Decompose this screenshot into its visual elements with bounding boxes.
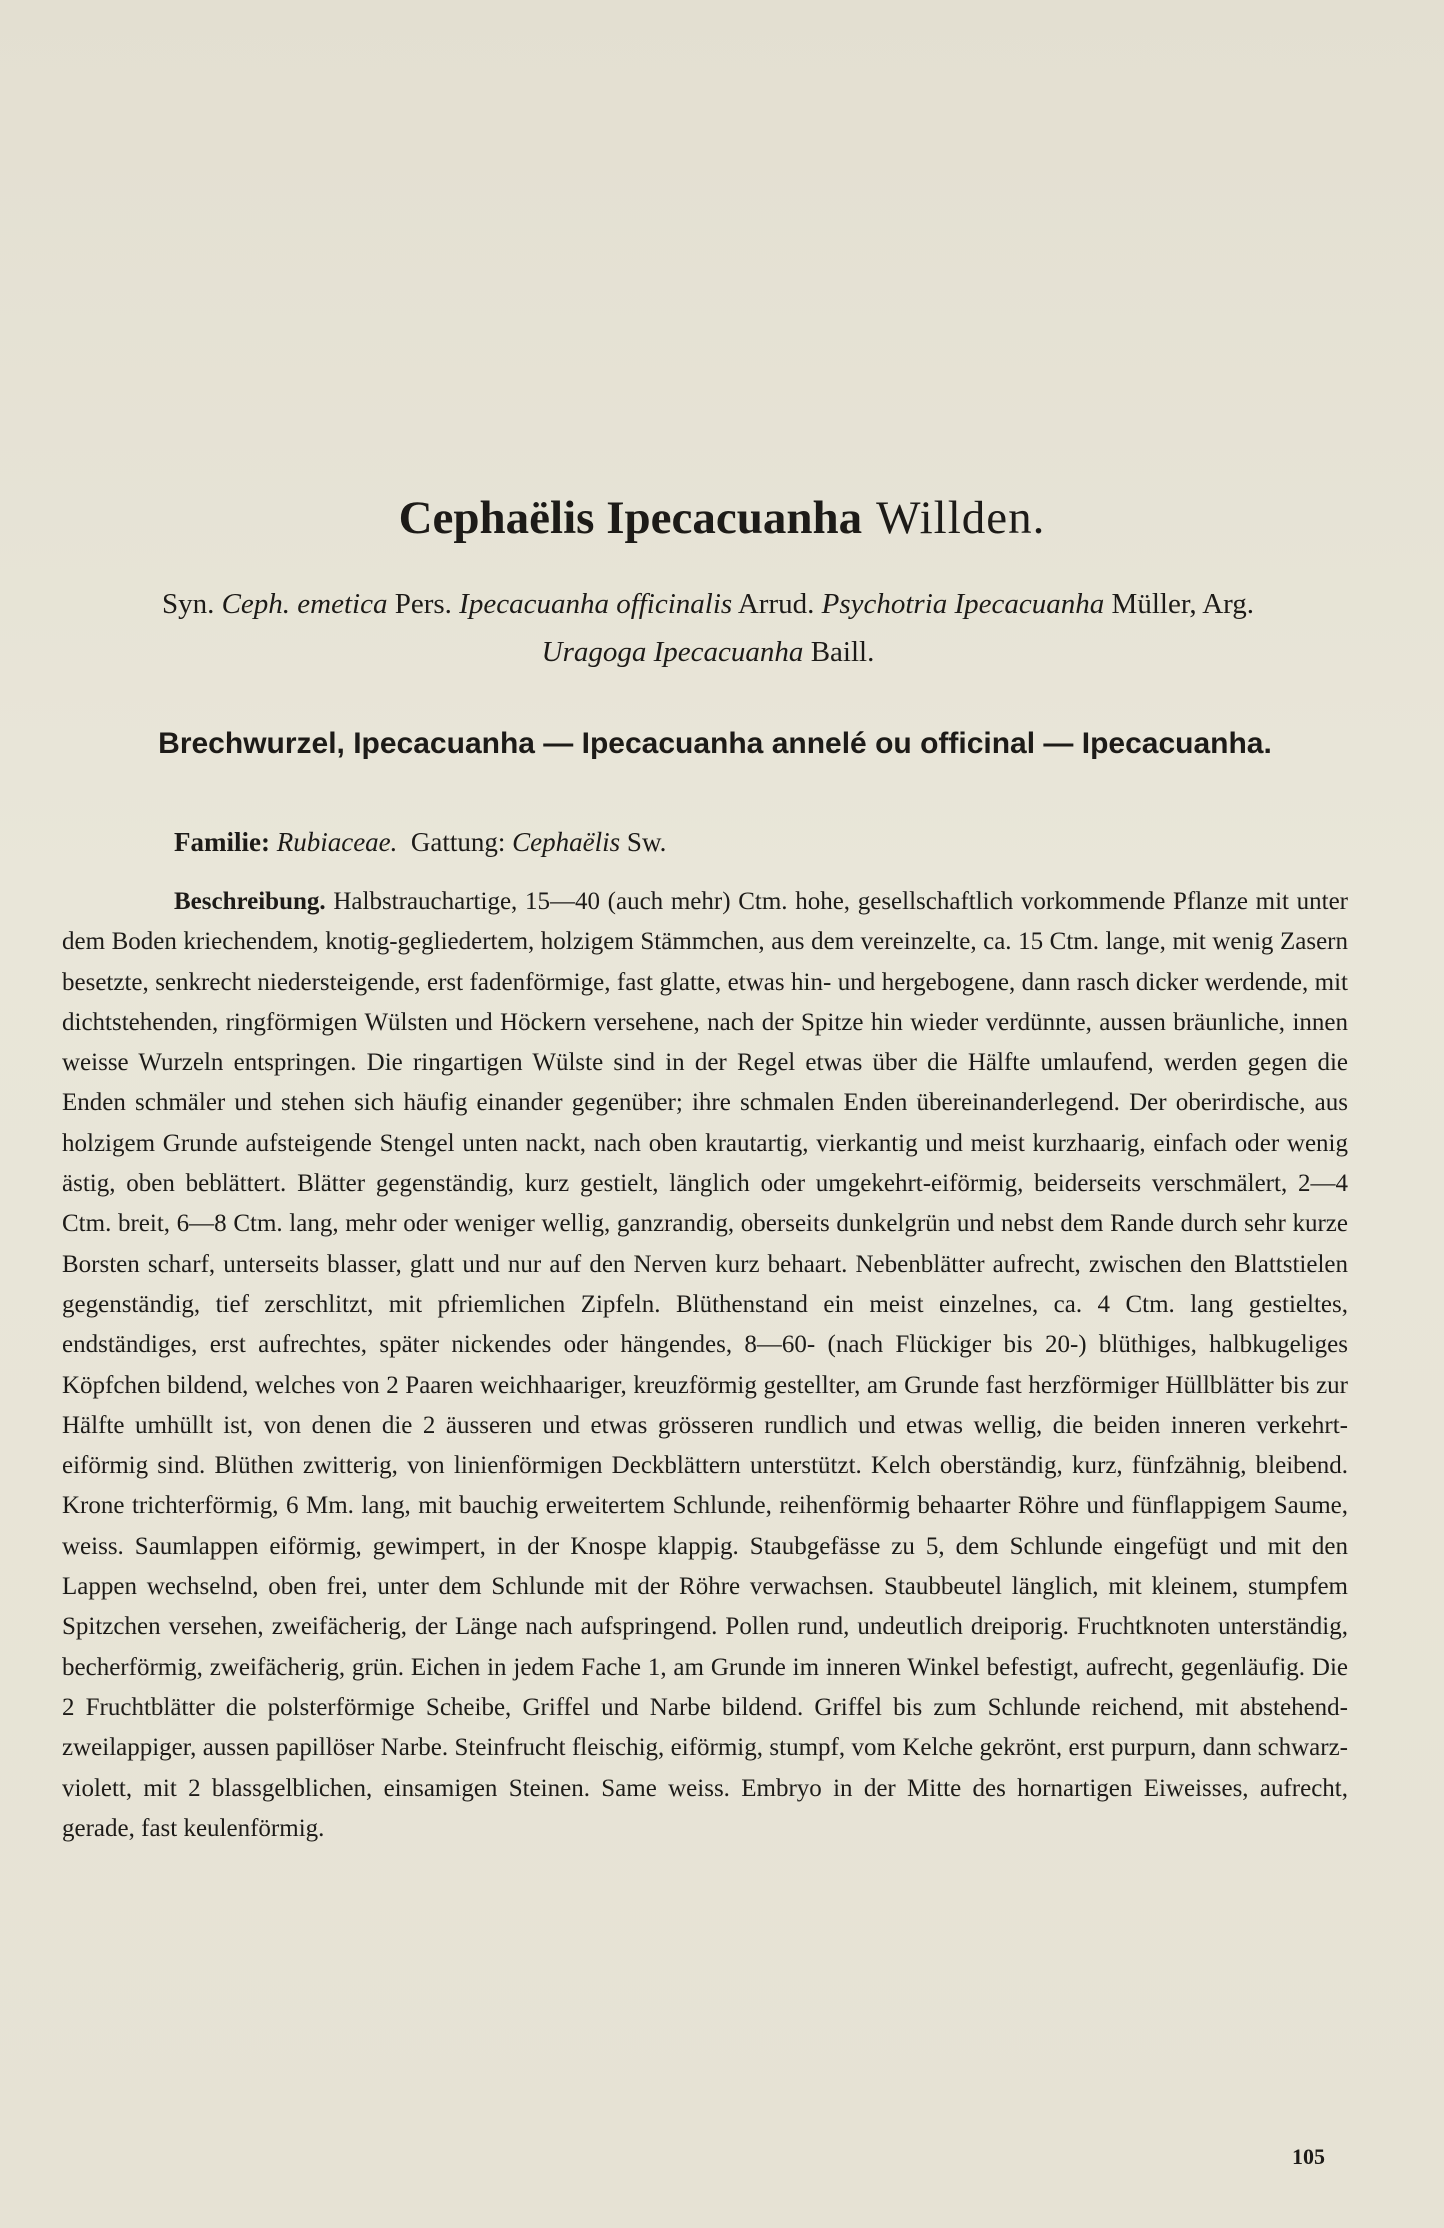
description-text: Halbstrauchartige, 15—40 (auch mehr) Ctm. hohe, gesellschaftlich vorkommende Pflanze mit unter dem Boden kriechendem, knotig-gegliedertem, holzigem Stämmchen, aus dem vereinzelte, ca. 15 Ctm. lange, mit wenig Zasern besetzte, senkrecht niedersteigende, erst fadenförmige, fast glatte, etwas hin- und hergebogene, dann rasch dicker werdende, mit dichtstehenden, ringförmigen Wülsten und Höckern versehene, nach der Spitze hin wieder verdünnte, aussen bräunliche, innen weisse Wurzeln entspringen. Die ringartigen Wülste sind in der Regel etwas über die Hälfte umlaufend, werden gegen die Enden schmäler und stehen sich häufig einander gegenüber; ihre schmalen Enden übereinanderlegend. Der oberirdische, aus holzigem Grunde aufsteigende Stengel unten nackt, nach oben krautartig, vierkantig und meist kurzhaarig, einfach oder wenig ästig, oben beblättert. Blätter gegenständig, kurz gestielt, länglich oder umgekehrt-eiförmig, beiderseits verschmälert, 2—4 Ctm. breit, 6—8 Ctm. lang, mehr oder weniger wellig, ganzrandig, oberseits dunkelgrün und nebst dem Rande durch sehr kurze Borsten scharf, unterseits blasser, glatt und nur auf den Nerven kurz behaart. Nebenblätter aufrecht, zwischen den Blattstielen gegenständig, tief zerschlitzt, mit pfriemlichen Zipfeln. Blüthenstand ein meist einzelnes, ca. 4 Ctm. lang gestieltes, endständiges, erst aufrechtes, später nickendes oder hängendes, 8—60- (nach Flückiger bis 20-) blüthiges, halbkugeliges Köpfchen bildend, welches von 2 Paaren weichhaariger, kreuzförmig gestellter, am Grunde fast herzförmiger Hüllblätter bis zur Hälfte umhüllt ist, von denen die 2 äusseren und etwas grösseren rundlich und etwas wellig, die beiden inneren verkehrt-eiförmig sind. Blüthen zwitterig, von linienförmigen Deckblättern unterstützt. Kelch oberständig, kurz, fünfzähnig, bleibend. Krone trichterförmig, 6 Mm. lang, mit bauchig erweitertem Schlunde, reihenförmig behaarter Röhre und fünflappigem Saume, weiss. Saumlappen eiförmig, gewimpert, in der Knospe klappig. Staubgefässe zu 5, dem Schlunde eingefügt und mit den Lappen wechselnd, oben frei, unter dem Schlunde mit der Röhre verwachsen. Staubbeutel länglich, mit kleinem, stumpfem Spitzchen versehen, zweifächerig, der Länge nach aufspringend. Pollen rund, undeutlich dreiporig. Fruchtknoten unterständig, becherförmig, zweifächerig, grün. Eichen in jedem Fache 1, am Grunde im inneren Winkel befestigt, aufrecht, gegenläufig. Die 2 Fruchtblätter die polsterförmige Scheibe, Griffel und Narbe bildend. Griffel bis zum Schlunde reichend, mit abstehend-zweilappiger, aussen papillöser Narbe. Steinfrucht fleischig, eiförmig, stumpf, vom Kelche gekrönt, erst purpurn, dann schwarz-violett, mit 2 blassgelblichen, einsamigen Steinen. Same weiss. Embryo in der Mitte des hornartigen Eiweisses, aufrecht, gerade, fast keulenförmig. — [62, 888, 1349, 1842]
synonym-3-name: Psychotria Ipecacuanha — [821, 588, 1105, 620]
genus-label: Gattung: — [410, 827, 506, 857]
page-title — [0, 490, 1444, 546]
species-author: Willden. — [876, 492, 1046, 544]
genus-author: Sw. — [626, 827, 667, 857]
synonyms — [68, 580, 1348, 676]
synonym-3-author: Müller, Arg. — [1111, 588, 1255, 620]
synonym-prefix: Syn. — [161, 588, 215, 620]
species-name: Cephaëlis Ipecacuanha — [398, 492, 863, 544]
page-number: 105 — [1292, 2144, 1325, 2169]
genus-value: Cephaëlis — [512, 827, 621, 857]
description-paragraph — [62, 882, 1348, 1849]
family-line — [174, 822, 666, 862]
synonym-2-author: Arrud. — [737, 588, 815, 620]
synonym-1-name: Ceph. emetica — [221, 588, 388, 620]
synonym-1-author: Pers. — [394, 588, 452, 620]
common-names: Brechwurzel, Ipecacuanha — Ipecacuanha annelé ou officinal — Ipecacuanha. — [158, 727, 1272, 760]
family-value: Rubiaceae. — [276, 827, 398, 857]
synonym-4-author: Baill. — [810, 636, 875, 668]
description-label: Beschreibung. — [174, 888, 326, 915]
synonym-2-name: Ipecacuanha officinalis — [459, 588, 733, 620]
family-label: Familie: — [174, 827, 270, 857]
synonym-4-name: Uragoga Ipecacuanha — [541, 636, 804, 668]
